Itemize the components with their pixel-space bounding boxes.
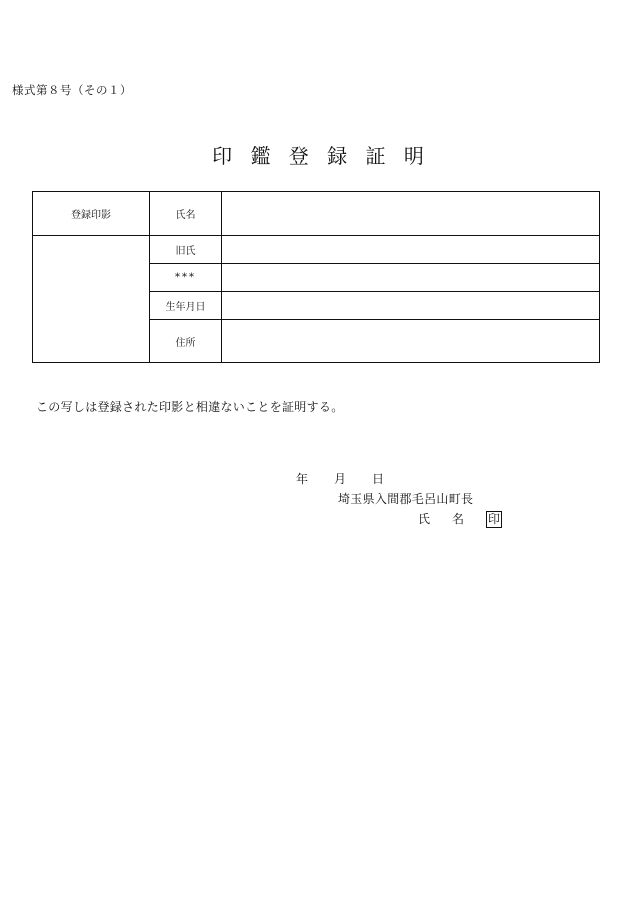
date-year: 年 [296, 472, 309, 486]
masked-value [222, 264, 600, 292]
certificate-table [32, 191, 600, 363]
date-line [296, 470, 410, 487]
signer-family-label: 氏 [418, 512, 431, 526]
seal-header-cell: 登録印影 [33, 192, 150, 236]
date-month: 月 [334, 472, 347, 486]
birthdate-label: 生年月日 [150, 292, 222, 320]
certification-statement: この写しは登録された印影と相違ないことを証明する。 [36, 400, 344, 414]
address-value [222, 320, 600, 363]
date-day: 日 [372, 472, 385, 486]
form-number: 様式第８号（その１） [12, 83, 132, 97]
seal-impression-area [33, 236, 150, 363]
issuing-authority: 埼玉県入間郡毛呂山町長 [338, 492, 474, 506]
table-row-former-name [33, 236, 600, 264]
official-seal-mark: 印 [488, 512, 501, 526]
former-name-label: 旧氏 [150, 236, 222, 264]
table-row-name [33, 192, 600, 236]
former-name-value [222, 236, 600, 264]
birthdate-value [222, 292, 600, 320]
address-label: 住所 [150, 320, 222, 363]
signer-line [418, 510, 502, 528]
signer-given-label: 名 [452, 512, 465, 526]
document-title: 印 鑑 登 録 証 明 [212, 144, 430, 168]
masked-label: *** [150, 264, 222, 292]
name-label: 氏名 [150, 192, 222, 236]
name-value [222, 192, 600, 236]
